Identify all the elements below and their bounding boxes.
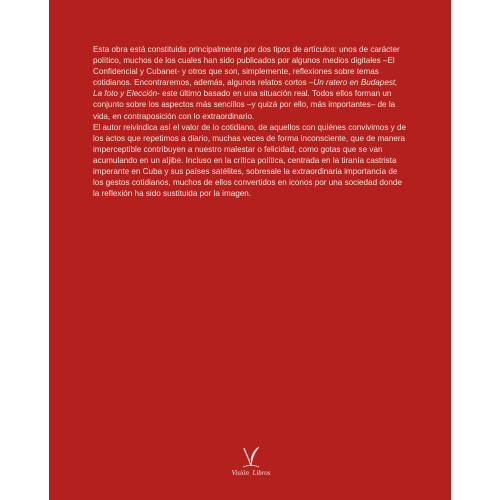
blurb-paragraph-2: El autor reivindica así el valor de lo cotidiano, de aquellos con quiénes convivimos y de los actos que repetimos a diario, muchas veces de forma inconsciente, que de manera imperceptible contribuyen a nuestro malestar o felicidad, como gotas que se van acumulando en un aljibe. Incluso en la crítica política, centrada en la tiranía castrista imperante en Cuba y sus países satélites, sobresale la extraordinaria importancia de los gestos cotidianos, muchos de ellos convertidos en iconos por una sociedad donde la reflexión ha sido sustituida por la imagen. xyxy=(93,122,406,199)
blurb-paragraph-1-start: Esta obra está constituida principalmente por dos tipos de artículos: unos de carácter político, muchos de los cuales han sido publicados por algunos medios digitales –El Confidencial y Cubanet- y otros que son, simplemente, reflexiones sobre temas cotidianos. Encontraremos, además, algunos relatos cortos – xyxy=(93,45,400,88)
publisher-name-part-2: Libros xyxy=(252,469,271,477)
blurb-paragraph-1 xyxy=(93,44,407,122)
blurb-paragraph-1-end: - este último basado en una situación real. Todos ellos forman un conjunto sobre los aspectos más sencillos –y quizá por ello, más importantes– de la vida, en contraposición con lo extraordinario. xyxy=(93,89,396,121)
blurb-text xyxy=(93,44,407,199)
publisher-logo xyxy=(219,446,283,480)
story-titles: Un ratero en Budapest, La foto y Elección xyxy=(93,78,398,99)
quill-icon xyxy=(241,446,261,468)
publisher-name-part-1: Visión xyxy=(231,469,249,477)
back-cover xyxy=(49,0,451,500)
publisher-name xyxy=(219,469,283,477)
